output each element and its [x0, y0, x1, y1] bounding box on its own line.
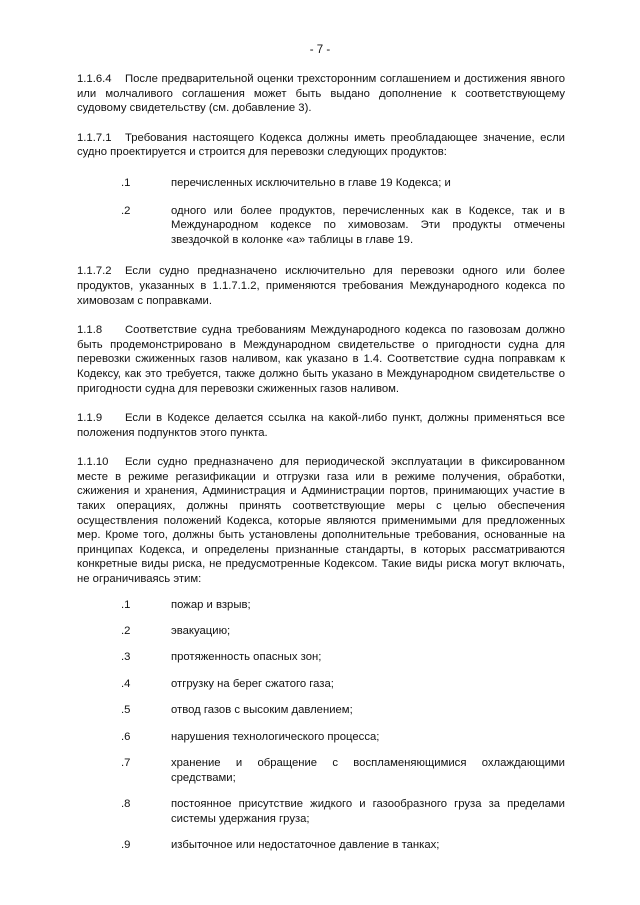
list-item — [77, 176, 565, 191]
list-item — [77, 756, 565, 785]
list-item-text: избыточное или недостаточное давление в танках; — [171, 838, 440, 851]
list-marker: .8 — [121, 797, 131, 810]
paragraph-number: 1.1.8 — [77, 324, 103, 337]
paragraph-number: 1.1.7.1 — [77, 131, 112, 144]
paragraph-text: После предварительной оценки трехсторонним соглашением и достижения явного или молчаливого соглашения может быть выдано дополнение к соответствующему судовому свидетельству (см. добавление 3). — [77, 73, 565, 115]
list-item-text: эвакуацию; — [171, 625, 231, 638]
paragraph-1-1-8 — [77, 323, 565, 396]
list-marker: .3 — [121, 651, 131, 664]
list-item-text: отвод газов с высоким давлением; — [171, 704, 353, 717]
list-marker: .2 — [121, 204, 131, 217]
list-item-text: одного или более продуктов, перечисленных как в Кодексе, так и в Международном кодексе по химовозам. Эти продукты отмечены звездочкой в колонке «а» таблицы в главе 19. — [171, 204, 565, 246]
list-1-1-7-1 — [77, 176, 565, 247]
paragraph-1-1-6-4 — [77, 72, 565, 116]
list-marker: .1 — [121, 598, 131, 611]
paragraph-1-1-7-1 — [77, 131, 565, 160]
list-item — [77, 730, 565, 745]
paragraph-text: Соответствие судна требованиям Международного кодекса по газовозам должно быть продемонстрировано в Международном свидетельстве о пригодности судна для перевозки сжиженных газов наливом, как указано в 1.4. Соответствие судна поправкам к Кодексу, как это требуется, также должно быть указано в Международном свидетельстве о пригодности судна для перевозки сжиженных газов наливом. — [77, 324, 565, 395]
list-item-text: перечисленных исключительно в главе 19 Кодекса; и — [171, 176, 451, 189]
list-item-text: постоянное присутствие жидкого и газообразного груза за пределами системы удержания груза; — [171, 797, 565, 825]
list-item — [77, 838, 565, 853]
paragraph-text: Если в Кодексе делается ссылка на какой-либо пункт, должны применяться все положения подпунктов этого пункта. — [77, 412, 565, 439]
paragraph-number: 1.1.10 — [77, 456, 109, 469]
list-marker: .4 — [121, 677, 131, 690]
paragraph-1-1-10 — [77, 455, 565, 586]
paragraph-number: 1.1.6.4 — [77, 73, 112, 85]
list-marker: .7 — [121, 756, 131, 769]
list-item — [77, 677, 565, 692]
paragraph-1-1-9 — [77, 411, 565, 440]
list-item — [77, 598, 565, 613]
list-marker: .9 — [121, 838, 131, 851]
paragraph-text: Если судно предназначено исключительно для перевозки одного или более продуктов, указанных в 1.1.7.1.2, применяются требования Международного кодекса по химовозам с поправками. — [77, 265, 565, 307]
paragraph-text: Если судно предназначено для периодической эксплуатации в фиксированном месте в режиме регазификации и отгрузки газа или в режиме получения, обработки, сжижения и хранения, Администрация и Администрации портов, принимающих участие в таких операциях, должны принять соответствующие меры с целью обеспечения осуществления положений Кодекса, которые являются применимыми для предложенных мер. Кроме того, должны быть установлены дополнительные требования, основанные на принципах Кодекса, и определены признанные стандарты, в которых рассматриваются конкретные виды риска, не предусмотренные Кодексом. Такие виды риска могут включать, не ограничиваясь этим: — [77, 456, 565, 586]
list-item — [77, 650, 565, 665]
list-item-text: отгрузку на берег сжатого газа; — [171, 677, 334, 690]
document-body — [77, 72, 565, 868]
list-item — [77, 204, 565, 248]
list-item-text: нарушения технологического процесса; — [171, 730, 380, 743]
list-1-1-10 — [77, 598, 565, 853]
paragraph-text: Требования настоящего Кодекса должны иметь преобладающее значение, если судно проектируется и строится для перевозки следующих продуктов: — [77, 131, 565, 159]
list-item — [77, 703, 565, 718]
paragraph-1-1-7-2 — [77, 264, 565, 308]
list-marker: .2 — [121, 625, 131, 638]
list-item — [77, 624, 565, 639]
paragraph-number: 1.1.7.2 — [77, 265, 112, 278]
list-item — [77, 797, 565, 826]
list-item-text: пожар и взрыв; — [171, 598, 251, 611]
list-marker: .5 — [121, 704, 131, 717]
page-number: - 7 - — [309, 44, 331, 56]
list-marker: .1 — [121, 176, 131, 189]
list-item-text: хранение и обращение с воспламеняющимися охлаждающими средствами; — [171, 756, 565, 784]
list-marker: .6 — [121, 730, 131, 743]
list-item-text: протяженность опасных зон; — [171, 651, 322, 664]
paragraph-number: 1.1.9 — [77, 412, 103, 425]
